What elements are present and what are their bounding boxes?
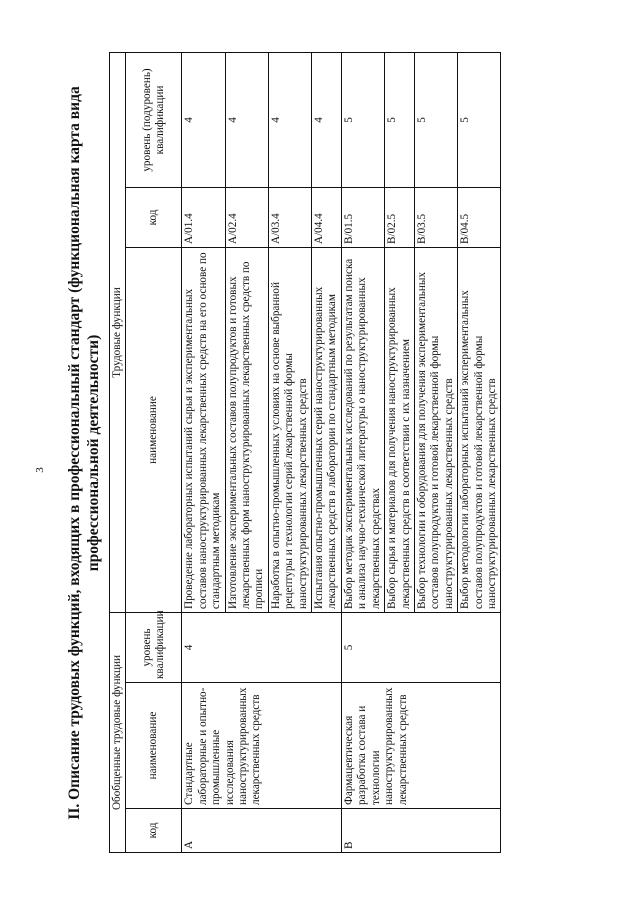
generalized-name: Фармацевтическая разработка состава и технологии наноструктурированных лекарственных средств [341, 683, 500, 809]
generalized-level: 5 [341, 613, 500, 683]
header-labor-name: наименование [126, 248, 182, 613]
rotated-page-content [65, 53, 575, 853]
function-name: Проведение лабораторных испытаний сырья и экспериментальных составов наноструктурированных лекарственных средств на его основе по стандартным методикам [182, 248, 225, 613]
header-column-row [126, 53, 182, 853]
function-code: A/02.4 [225, 188, 268, 248]
function-code: A/01.4 [182, 188, 225, 248]
function-name: Выбор методологии лабораторных испытаний экспериментальных составов полупродуктов и готовой лекарственной формы наноструктурированных лекарственных средств [458, 248, 501, 613]
generalized-code: A [182, 809, 341, 853]
function-level: 5 [341, 53, 384, 188]
header-sublevel: уровень (подуровень) квалификации [126, 53, 182, 188]
function-level: 4 [225, 53, 268, 188]
function-code: B/02.5 [385, 188, 415, 248]
function-name: Выбор сырья и материалов для получения наноструктурированных лекарственных средств в соответствии с их назначением [385, 248, 415, 613]
header-labor-code: код [126, 188, 182, 248]
page-number: 3 [34, 467, 46, 473]
generalized-level: 4 [182, 613, 341, 683]
function-code: B/04.5 [458, 188, 501, 248]
function-name: Испытания опытно-промышленных серий наноструктурированных лекарственных средств в лаборатории по стандартным методикам [312, 248, 342, 613]
function-name: Выбор технологии и оборудования для получения экспериментальных составов полупродуктов и готовой лекарственной формы наноструктурированных лекарственных средств [414, 248, 457, 613]
function-name: Наработка в опытно-промышленных условиях на основе выбранной рецептуры и технологии серий лекарственной формы наноструктурированных лекарственных средств [268, 248, 311, 613]
function-level: 4 [182, 53, 225, 188]
header-group-row [110, 53, 126, 853]
functional-map-table [109, 52, 501, 853]
header-level: уровень квалификации [126, 613, 182, 683]
table-row [341, 53, 384, 853]
header-labor-functions: Трудовые функции [110, 53, 126, 613]
header-generalized-functions: Обобщенные трудовые функции [110, 613, 126, 853]
function-level: 5 [385, 53, 415, 188]
function-code: A/03.4 [268, 188, 311, 248]
generalized-name: Стандартные лабораторные и опытно-промышленные исследования наноструктурированных лекарственных средств [182, 683, 341, 809]
header-name: наименование [126, 683, 182, 809]
function-level: 4 [312, 53, 342, 188]
table-body [182, 53, 501, 853]
header-code: код [126, 809, 182, 853]
page-title: II. Описание трудовых функций, входящих в профессиональный стандарт (функциональная карта вида профессиональной деятельности) [66, 86, 102, 820]
function-level: 5 [414, 53, 457, 188]
function-code: B/01.5 [341, 188, 384, 248]
table-row [182, 53, 225, 853]
function-name: Изготовление экспериментальных составов полупродуктов и готовых лекарственных форм наноструктурированных лекарственных средств по прописи [225, 248, 268, 613]
function-name: Выбор методик экспериментальных исследований по результатам поиска и анализа научно-технической литературы о наноструктурированных лекарственных средствах [341, 248, 384, 613]
function-level: 5 [458, 53, 501, 188]
function-code: B/03.5 [414, 188, 457, 248]
function-level: 4 [268, 53, 311, 188]
function-code: A/04.4 [312, 188, 342, 248]
generalized-code: B [341, 809, 500, 853]
